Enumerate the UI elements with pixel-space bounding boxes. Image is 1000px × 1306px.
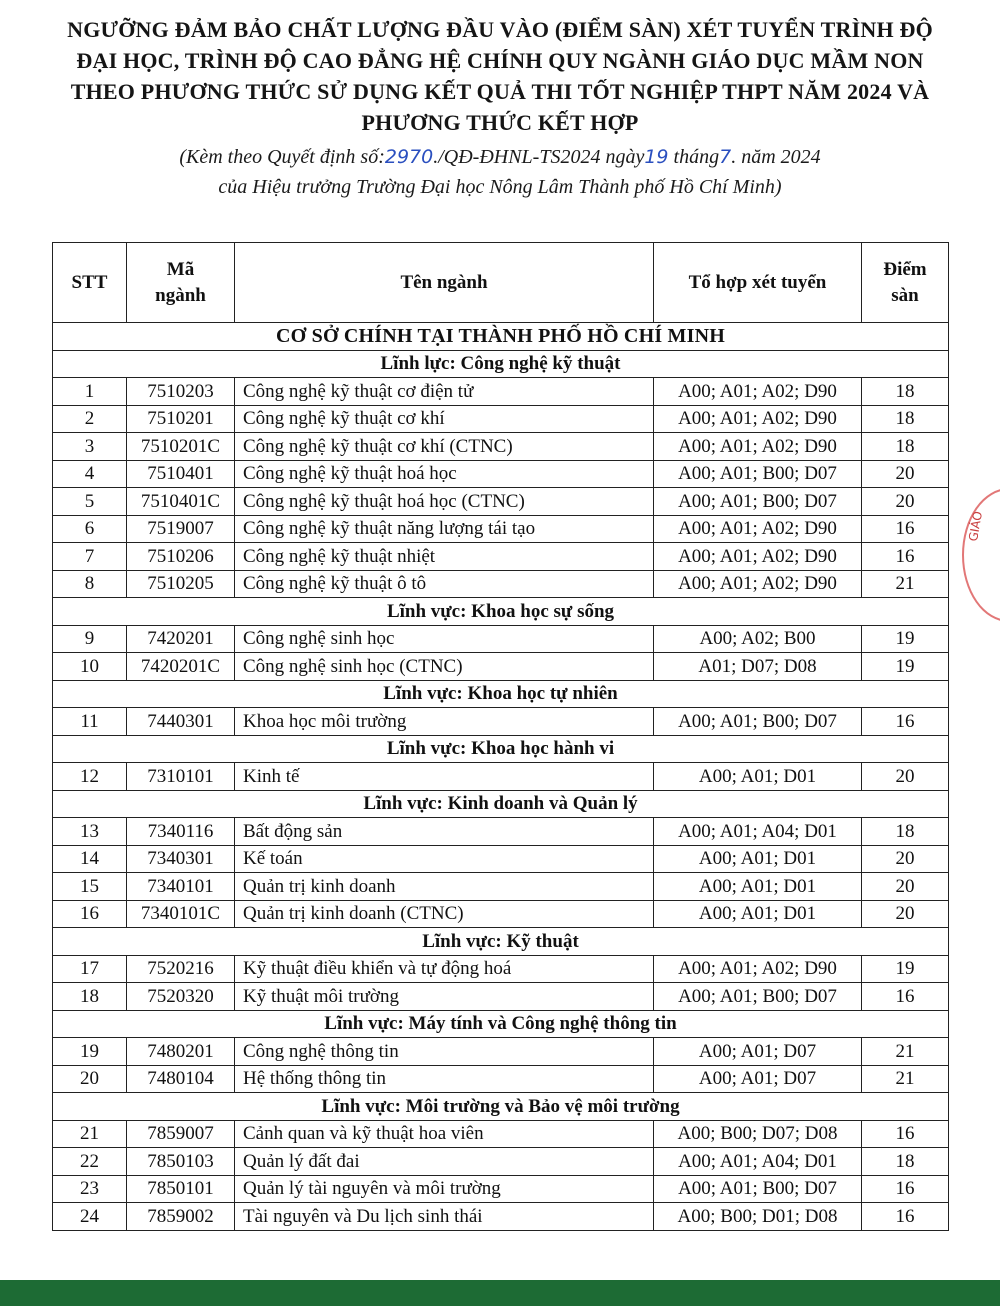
row-stt: 13: [53, 818, 127, 846]
field-row: [53, 680, 949, 708]
table-row: [53, 1120, 949, 1148]
row-name: Khoa học môi trường: [235, 708, 654, 736]
table-row: [53, 845, 949, 873]
row-combo: A00; A01; A02; D90: [654, 570, 862, 598]
row-name: Công nghệ kỹ thuật ô tô: [235, 570, 654, 598]
table-body: [53, 323, 949, 1231]
row-stt: 12: [53, 763, 127, 791]
row-score: 16: [862, 543, 949, 571]
decision-day: 19: [644, 146, 669, 168]
row-combo: A00; A01; A02; D90: [654, 405, 862, 433]
score-table: [52, 242, 949, 1231]
row-code: 7310101: [127, 763, 235, 791]
row-name: Quản lý tài nguyên và môi trường: [235, 1175, 654, 1203]
row-combo: A00; A01; D01: [654, 845, 862, 873]
title-line-2: ĐẠI HỌC, TRÌNH ĐỘ CAO ĐẲNG HỆ CHÍNH QUY NGÀNH GIÁO DỤC MẦM NON: [76, 48, 924, 73]
table-row: [53, 1148, 949, 1176]
row-score: 18: [862, 378, 949, 406]
header-name: Tên ngành: [235, 243, 654, 323]
table-row: [53, 818, 949, 846]
row-stt: 21: [53, 1120, 127, 1148]
row-score: 18: [862, 433, 949, 461]
field-heading: Lĩnh vực: Khoa học sự sống: [53, 598, 949, 626]
table-row: [53, 873, 949, 901]
table-row: [53, 405, 949, 433]
row-score: 18: [862, 405, 949, 433]
field-row: [53, 1093, 949, 1121]
row-stt: 10: [53, 653, 127, 681]
row-code: 7510401: [127, 460, 235, 488]
row-combo: A00; B00; D07; D08: [654, 1120, 862, 1148]
row-score: 16: [862, 515, 949, 543]
row-stt: 5: [53, 488, 127, 516]
row-stt: 2: [53, 405, 127, 433]
row-stt: 11: [53, 708, 127, 736]
row-combo: A00; A01; B00; D07: [654, 708, 862, 736]
row-code: 7510201C: [127, 433, 235, 461]
table-row: [53, 763, 949, 791]
table-row: [53, 543, 949, 571]
field-row: [53, 735, 949, 763]
campus-heading: CƠ SỞ CHÍNH TẠI THÀNH PHỐ HỒ CHÍ MINH: [53, 323, 949, 351]
table-row: [53, 625, 949, 653]
row-name: Công nghệ kỹ thuật cơ điện tử: [235, 378, 654, 406]
field-heading: Lĩnh vực: Khoa học hành vi: [53, 735, 949, 763]
row-code: 7480201: [127, 1038, 235, 1066]
field-row: [53, 1010, 949, 1038]
decision-prefix: (Kèm theo Quyết định số:: [179, 146, 385, 168]
table-row: [53, 1175, 949, 1203]
row-combo: A00; A01; A02; D90: [654, 955, 862, 983]
row-name: Công nghệ kỹ thuật cơ khí (CTNC): [235, 433, 654, 461]
row-stt: 17: [53, 955, 127, 983]
row-code: 7340116: [127, 818, 235, 846]
row-score: 21: [862, 1065, 949, 1093]
row-score: 20: [862, 900, 949, 928]
field-heading: Lĩnh lực: Công nghệ kỹ thuật: [53, 350, 949, 378]
field-row: [53, 928, 949, 956]
row-score: 18: [862, 1148, 949, 1176]
row-stt: 19: [53, 1038, 127, 1066]
row-name: Kỹ thuật môi trường: [235, 983, 654, 1011]
row-stt: 4: [53, 460, 127, 488]
row-code: 7520320: [127, 983, 235, 1011]
table-row: [53, 955, 949, 983]
row-combo: A00; B00; D01; D08: [654, 1203, 862, 1231]
row-stt: 16: [53, 900, 127, 928]
row-score: 20: [862, 845, 949, 873]
row-combo: A00; A01; A02; D90: [654, 378, 862, 406]
row-stt: 7: [53, 543, 127, 571]
field-row: [53, 598, 949, 626]
row-name: Công nghệ kỹ thuật nhiệt: [235, 543, 654, 571]
decision-reference: [0, 142, 1000, 202]
month-prefix: tháng: [668, 146, 720, 168]
row-score: 16: [862, 1203, 949, 1231]
row-combo: A00; A01; A04; D01: [654, 1148, 862, 1176]
row-combo: A00; A01; D07: [654, 1038, 862, 1066]
title-line-1: NGƯỠNG ĐẢM BẢO CHẤT LƯỢNG ĐẦU VÀO (ĐIỂM SÀN) XÉT TUYỂN TRÌNH ĐỘ: [67, 17, 933, 42]
decision-middle: ./QĐ-ĐHNL-TS2024 ngày: [433, 146, 645, 168]
row-score: 20: [862, 763, 949, 791]
row-code: 7340101: [127, 873, 235, 901]
row-stt: 1: [53, 378, 127, 406]
footer-bar: [0, 1280, 1000, 1306]
table-row: [53, 1065, 949, 1093]
row-stt: 15: [53, 873, 127, 901]
row-code: 7420201: [127, 625, 235, 653]
field-row: [53, 350, 949, 378]
row-name: Công nghệ thông tin: [235, 1038, 654, 1066]
row-name: Công nghệ kỹ thuật năng lượng tái tạo: [235, 515, 654, 543]
row-code: 7440301: [127, 708, 235, 736]
row-stt: 6: [53, 515, 127, 543]
issuer-line: của Hiệu trưởng Trường Đại học Nông Lâm Thành phố Hồ Chí Minh): [218, 176, 782, 198]
row-code: 7510206: [127, 543, 235, 571]
row-score: 19: [862, 653, 949, 681]
table-row: [53, 433, 949, 461]
table-row: [53, 378, 949, 406]
row-code: 7510201: [127, 405, 235, 433]
field-heading: Lĩnh vực: Khoa học tự nhiên: [53, 680, 949, 708]
row-code: 7510401C: [127, 488, 235, 516]
row-stt: 9: [53, 625, 127, 653]
table-row: [53, 653, 949, 681]
row-score: 16: [862, 1175, 949, 1203]
row-score: 16: [862, 1120, 949, 1148]
table-row: [53, 1203, 949, 1231]
row-score: 20: [862, 873, 949, 901]
stamp-text: GIÁO: [966, 510, 986, 543]
table-row: [53, 900, 949, 928]
table-row: [53, 708, 949, 736]
field-heading: Lĩnh vực: Môi trường và Bảo vệ môi trường: [53, 1093, 949, 1121]
row-code: 7420201C: [127, 653, 235, 681]
field-heading: Lĩnh vực: Kỹ thuật: [53, 928, 949, 956]
decision-number: 2970: [384, 146, 434, 168]
row-code: 7859002: [127, 1203, 235, 1231]
table-row: [53, 570, 949, 598]
row-score: 16: [862, 983, 949, 1011]
row-name: Công nghệ sinh học: [235, 625, 654, 653]
row-code: 7520216: [127, 955, 235, 983]
row-combo: A00; A01; A02; D90: [654, 433, 862, 461]
campus-row: [53, 323, 949, 351]
header-code-line2: ngành: [155, 284, 206, 306]
row-score: 20: [862, 460, 949, 488]
row-score: 19: [862, 955, 949, 983]
row-code: 7510203: [127, 378, 235, 406]
row-name: Cảnh quan và kỹ thuật hoa viên: [235, 1120, 654, 1148]
row-combo: A00; A01; B00; D07: [654, 460, 862, 488]
table-row: [53, 1038, 949, 1066]
row-name: Quản trị kinh doanh (CTNC): [235, 900, 654, 928]
row-stt: 8: [53, 570, 127, 598]
row-code: 7340101C: [127, 900, 235, 928]
row-combo: A00; A01; A02; D90: [654, 515, 862, 543]
row-stt: 14: [53, 845, 127, 873]
row-combo: A01; D07; D08: [654, 653, 862, 681]
row-stt: 18: [53, 983, 127, 1011]
row-name: Kế toán: [235, 845, 654, 873]
row-combo: A00; A01; D07: [654, 1065, 862, 1093]
table-row: [53, 515, 949, 543]
table-row: [53, 983, 949, 1011]
row-score: 19: [862, 625, 949, 653]
title-line-4: PHƯƠNG THỨC KẾT HỢP: [361, 110, 639, 135]
row-code: 7859007: [127, 1120, 235, 1148]
row-name: Công nghệ kỹ thuật hoá học: [235, 460, 654, 488]
row-stt: 3: [53, 433, 127, 461]
header-stt: STT: [53, 243, 127, 323]
row-stt: 24: [53, 1203, 127, 1231]
row-stt: 20: [53, 1065, 127, 1093]
title-line-3: THEO PHƯƠNG THỨC SỬ DỤNG KẾT QUẢ THI TỐT NGHIỆP THPT NĂM 2024 VÀ: [70, 79, 930, 104]
header-code-line1: Mã: [166, 258, 195, 280]
row-score: 20: [862, 488, 949, 516]
table-row: [53, 460, 949, 488]
row-name: Hệ thống thông tin: [235, 1065, 654, 1093]
document-title: [0, 14, 1000, 138]
row-stt: 23: [53, 1175, 127, 1203]
row-combo: A00; A01; B00; D07: [654, 1175, 862, 1203]
header-score: [862, 243, 949, 323]
row-code: 7340301: [127, 845, 235, 873]
row-code: 7510205: [127, 570, 235, 598]
row-name: Công nghệ kỹ thuật hoá học (CTNC): [235, 488, 654, 516]
decision-month: 7: [719, 146, 732, 168]
row-combo: A00; A01; B00; D07: [654, 983, 862, 1011]
row-name: Quản lý đất đai: [235, 1148, 654, 1176]
row-stt: 22: [53, 1148, 127, 1176]
row-code: 7850103: [127, 1148, 235, 1176]
table-row: [53, 488, 949, 516]
row-combo: A00; A01; A02; D90: [654, 543, 862, 571]
field-heading: Lĩnh vực: Kinh doanh và Quản lý: [53, 790, 949, 818]
row-code: 7850101: [127, 1175, 235, 1203]
row-name: Bất động sản: [235, 818, 654, 846]
header-code: [127, 243, 235, 323]
row-name: Kinh tế: [235, 763, 654, 791]
row-combo: A00; A01; D01: [654, 873, 862, 901]
row-score: 16: [862, 708, 949, 736]
field-row: [53, 790, 949, 818]
row-score: 21: [862, 570, 949, 598]
row-score: 18: [862, 818, 949, 846]
row-name: Tài nguyên và Du lịch sinh thái: [235, 1203, 654, 1231]
field-heading: Lĩnh vực: Máy tính và Công nghệ thông tin: [53, 1010, 949, 1038]
row-name: Quản trị kinh doanh: [235, 873, 654, 901]
year-suffix: . năm 2024: [731, 146, 821, 168]
row-code: 7480104: [127, 1065, 235, 1093]
red-stamp: [962, 488, 1000, 622]
row-combo: A00; A01; B00; D07: [654, 488, 862, 516]
header-combo: Tổ hợp xét tuyển: [654, 243, 862, 323]
row-combo: A00; A01; A04; D01: [654, 818, 862, 846]
decision-line: [0, 142, 1000, 172]
row-combo: A00; A01; D01: [654, 763, 862, 791]
row-name: Kỹ thuật điều khiển và tự động hoá: [235, 955, 654, 983]
header-score-line1: Điểm: [883, 258, 927, 280]
row-score: 21: [862, 1038, 949, 1066]
row-code: 7519007: [127, 515, 235, 543]
row-combo: A00; A02; B00: [654, 625, 862, 653]
row-combo: A00; A01; D01: [654, 900, 862, 928]
header-score-line2: sàn: [891, 284, 919, 306]
row-name: Công nghệ sinh học (CTNC): [235, 653, 654, 681]
row-name: Công nghệ kỹ thuật cơ khí: [235, 405, 654, 433]
table-header-row: [53, 243, 949, 323]
